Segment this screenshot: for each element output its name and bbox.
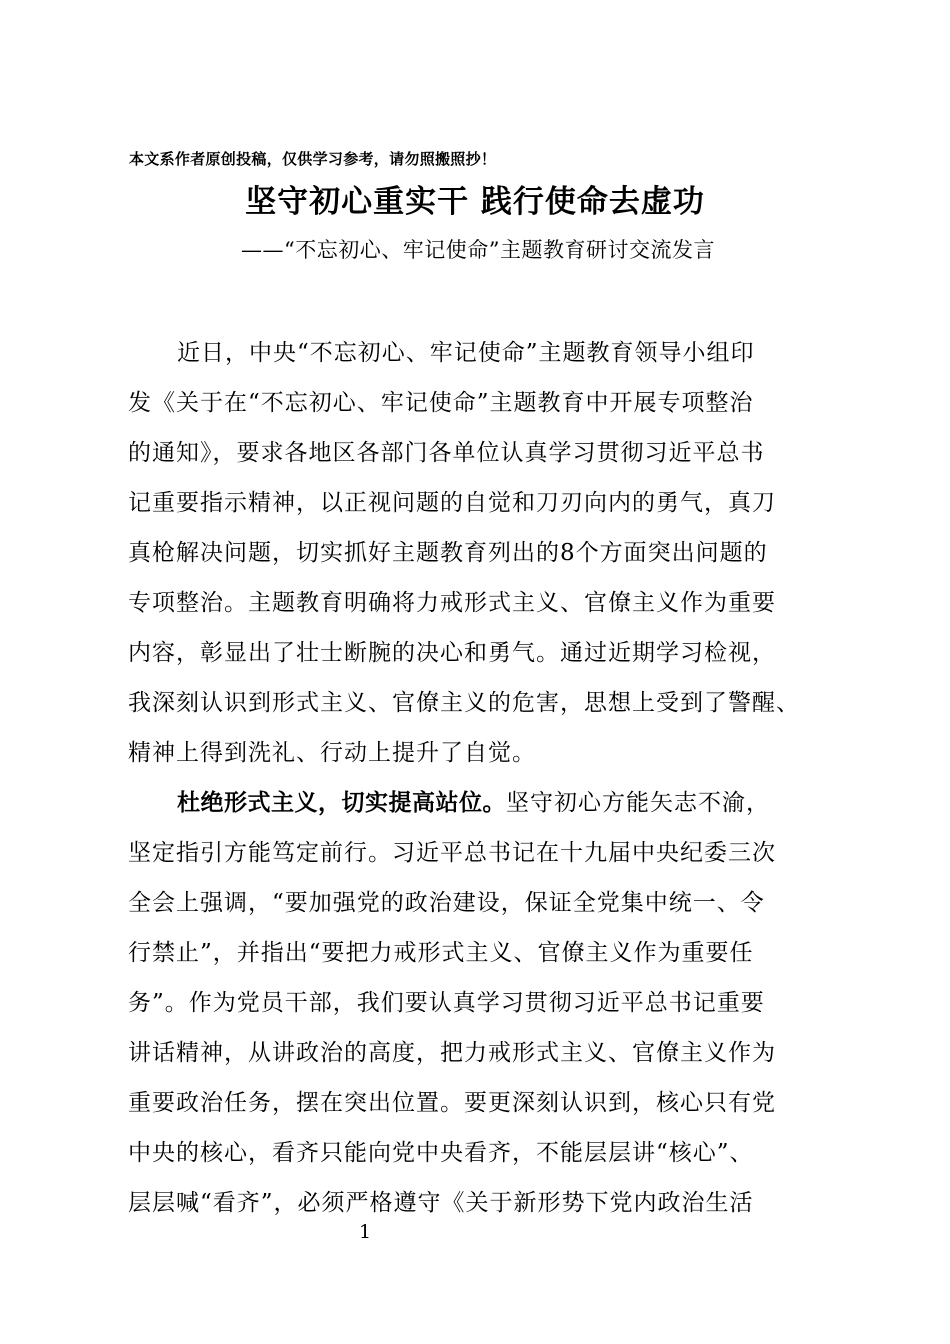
copyright-notice: 本文系作者原创投稿，仅供学习参考，请勿照搬照抄！ — [129, 150, 497, 168]
paragraph-line: 讲话精神，从讲政治的高度，把力戒形式主义、官僚主义作为 — [128, 1040, 776, 1066]
paragraph-line: 层层喊“看齐”，必须严格遵守《关于新形势下党内政治生活 — [128, 1190, 754, 1216]
document-body — [128, 328, 828, 1228]
paragraph-line-rest: 坚守初心方能矢志不渝， — [506, 790, 770, 816]
page-number: 1 — [358, 1221, 372, 1243]
paragraph-line: 真枪解决问题，切实抓好主题教育列出的8个方面突出问题的 — [128, 540, 768, 566]
subtitle-text: ——“不忘初心、牢记使命”主题教育研讨交流发言 — [241, 238, 715, 262]
paragraph-line: 专项整治。主题教育明确将力戒形式主义、官僚主义作为重要 — [128, 590, 776, 616]
paragraph-line: 精神上得到洗礼、行动上提升了自觉。 — [128, 740, 536, 766]
paragraph-line: 发《关于在“不忘初心、牢记使命”主题教育中开展专项整治 — [128, 390, 754, 416]
paragraph-line — [128, 778, 828, 828]
paragraph-line: 记重要指示精神，以正视问题的自觉和刀刃向内的勇气，真刀 — [128, 490, 776, 516]
paragraph-line: 行禁止”，并指出“要把力戒形式主义、官僚主义作为重要任 — [128, 940, 754, 966]
paragraph-line: 坚定指引方能笃定前行。习近平总书记在十九届中央纪委三次 — [128, 840, 776, 866]
section-lead-heading: 杜绝形式主义，切实提高站位。 — [177, 790, 506, 816]
document-subtitle — [0, 234, 950, 264]
paragraph-line: 务”。作为党员干部，我们要认真学习贯彻习近平总书记重要 — [128, 990, 765, 1016]
paragraph-line: 近日，中央“不忘初心、牢记使命”主题教育领导小组印 — [177, 340, 755, 366]
paragraph-line: 的通知》，要求各地区各部门各单位认真学习贯彻习近平总书 — [128, 440, 765, 466]
paragraph-line: 全会上强调，“要加强党的政治建设，保证全党集中统一、令 — [128, 890, 765, 916]
paragraph-line: 我深刻认识到形式主义、官僚主义的危害，思想上受到了警醒、 — [128, 690, 800, 716]
document-title: 坚守初心重实干 践行使命去虚功 — [245, 184, 705, 220]
paragraph-line: 中央的核心，看齐只能向党中央看齐，不能层层讲“核心”、 — [128, 1140, 754, 1166]
paragraph-line: 内容，彰显出了壮士断腕的决心和勇气。通过近期学习检视， — [128, 640, 776, 666]
paragraph-line: 重要政治任务，摆在突出位置。要更深刻认识到，核心只有党 — [128, 1090, 776, 1116]
